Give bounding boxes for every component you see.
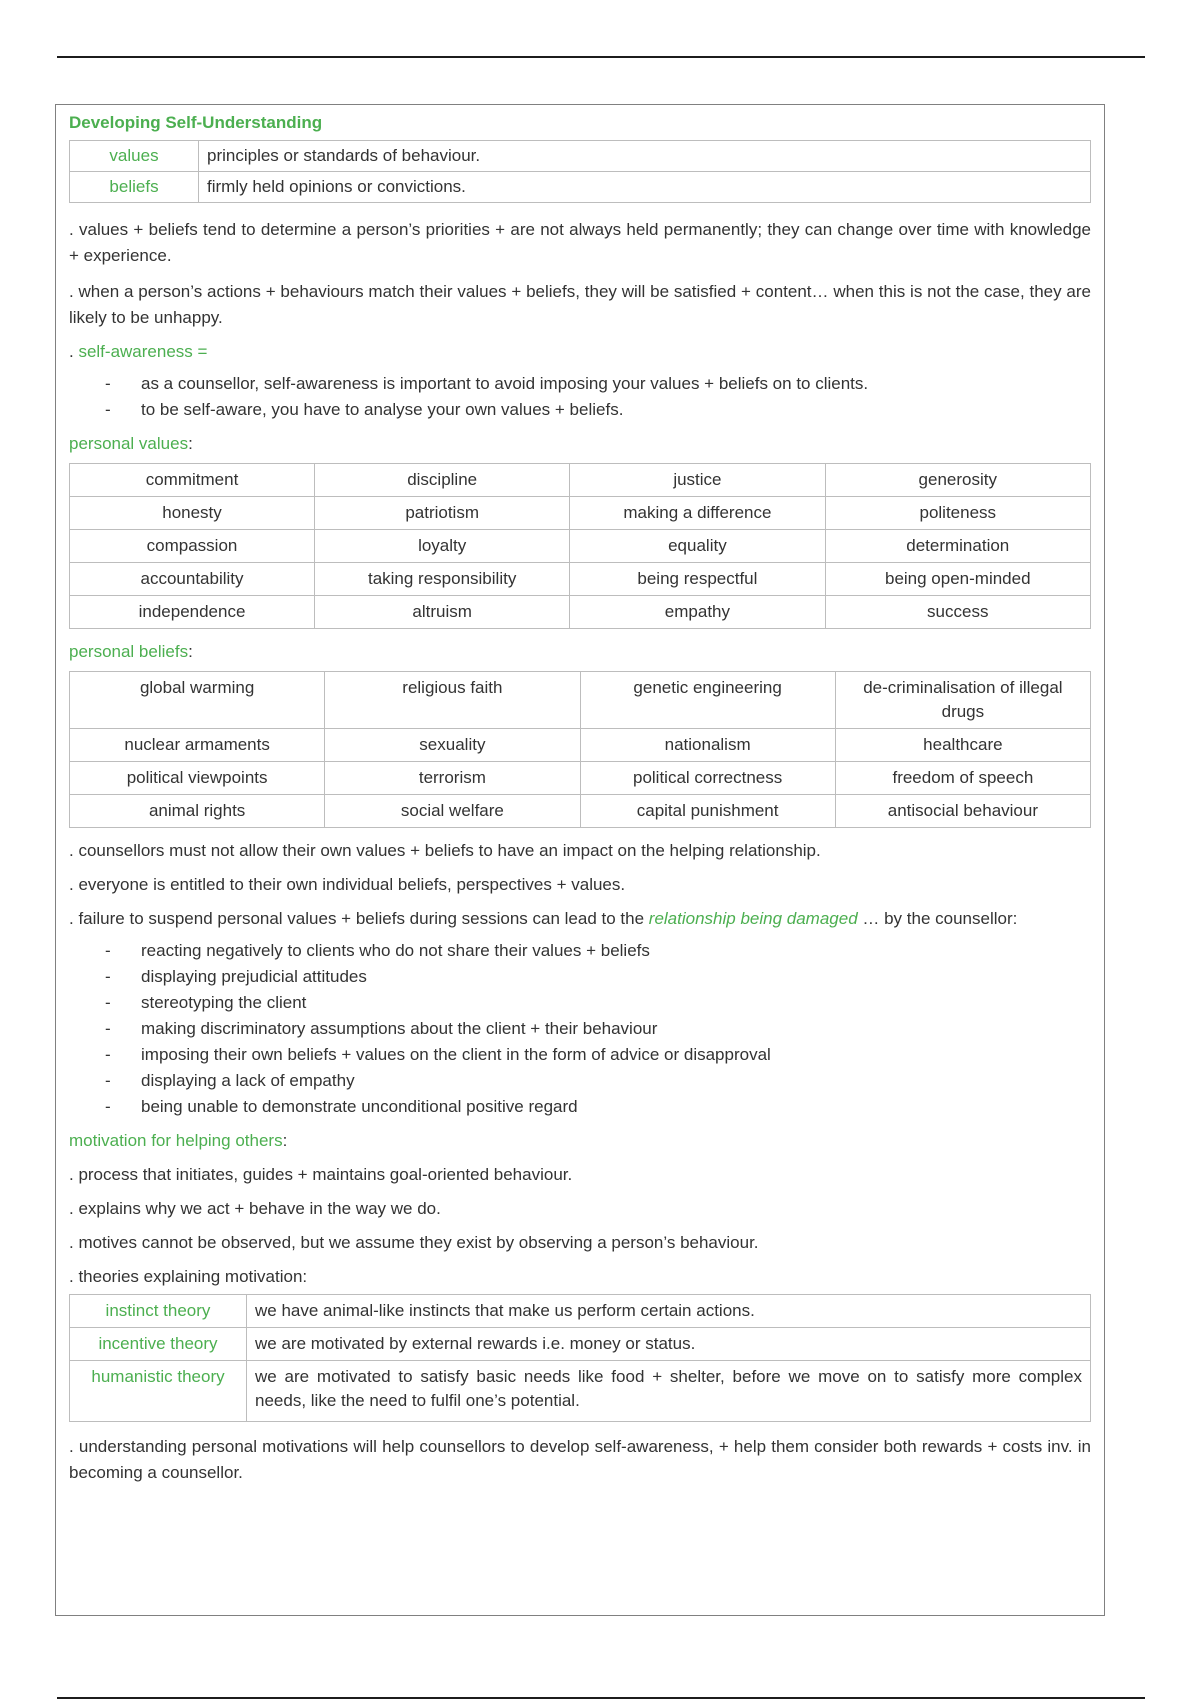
table-row	[70, 563, 1091, 596]
page-title: Developing Self-Understanding	[69, 113, 323, 132]
table-cell: capital punishment	[580, 795, 835, 828]
self-awareness-line	[69, 339, 1091, 365]
table-cell: altruism	[315, 596, 570, 629]
self-awareness-list	[69, 371, 1091, 423]
table-cell: being respectful	[570, 563, 825, 596]
heading-colon: :	[282, 1131, 288, 1150]
table-cell: animal rights	[70, 795, 325, 828]
failure-paragraph	[69, 906, 1091, 932]
table-row	[70, 1295, 1091, 1328]
table-row	[70, 1328, 1091, 1361]
table-row	[70, 795, 1091, 828]
heading-colon: :	[188, 434, 193, 453]
table-cell: determination	[825, 530, 1090, 563]
table-row	[70, 464, 1091, 497]
heading-colon: :	[188, 642, 193, 661]
table-cell: discipline	[315, 464, 570, 497]
paragraph: . when a person’s actions + behaviours match their values + beliefs, they will be satisfied + content… when this is not the case, they are likely to be unhappy.	[69, 282, 1091, 327]
paragraph: . explains why we act + behave in the way we do.	[69, 1199, 441, 1218]
table-cell: terrorism	[325, 762, 580, 795]
paragraph: . motives cannot be observed, but we assume they exist by observing a person’s behaviour.	[69, 1233, 759, 1252]
footer-rule	[57, 1697, 1145, 1699]
list-item: - as a counsellor, self-awareness is important to avoid imposing your values + beliefs on to clients.	[141, 371, 1091, 397]
table-cell: success	[825, 596, 1090, 629]
heading-text: personal beliefs	[69, 642, 189, 661]
table-row	[70, 1361, 1091, 1422]
personal-values-heading	[69, 431, 1091, 457]
list-item: - imposing their own beliefs + values on the client in the form of advice or disapproval	[141, 1042, 1091, 1068]
self-awareness-label: self-awareness =	[78, 342, 208, 361]
list-item: - displaying a lack of empathy	[141, 1068, 1091, 1094]
definition-term: values	[70, 141, 199, 172]
table-cell: social welfare	[325, 795, 580, 828]
table-cell: making a difference	[570, 497, 825, 530]
table-cell: empathy	[570, 596, 825, 629]
theory-description: we are motivated by external rewards i.e. money or status.	[247, 1328, 1091, 1361]
failure-text-after: … by the counsellor:	[857, 909, 1018, 928]
theory-term: incentive theory	[70, 1328, 247, 1361]
table-cell: equality	[570, 530, 825, 563]
table-row	[70, 672, 1091, 729]
definitions-table	[69, 140, 1091, 203]
table-cell: antisocial behaviour	[835, 795, 1090, 828]
table-cell: healthcare	[835, 729, 1090, 762]
theory-description: we have animal-like instincts that make us perform certain actions.	[247, 1295, 1091, 1328]
table-cell: de-criminalisation of illegal drugs	[835, 672, 1090, 729]
personal-values-table	[69, 463, 1091, 629]
table-row	[70, 762, 1091, 795]
failure-text-before: . failure to suspend personal values + beliefs during sessions can lead to the	[69, 909, 649, 928]
header-rule	[57, 56, 1145, 58]
failure-list	[69, 938, 1091, 1120]
table-cell: sexuality	[325, 729, 580, 762]
bullet-prefix: .	[69, 342, 79, 361]
table-cell: accountability	[70, 563, 315, 596]
list-item: - to be self-aware, you have to analyse your own values + beliefs.	[141, 397, 1091, 423]
personal-beliefs-heading	[69, 639, 1091, 665]
definition-text: firmly held opinions or convictions.	[199, 172, 1091, 203]
paragraph: . counsellors must not allow their own values + beliefs to have an impact on the helping relationship.	[69, 841, 821, 860]
paragraph: . values + beliefs tend to determine a person’s priorities + are not always held permanently; they can change over time with knowledge + experience.	[69, 220, 1091, 265]
conclusion-paragraph: . understanding personal motivations will help counsellors to develop self-awareness, + help them consider both rewards + costs inv. in becoming a counsellor.	[69, 1437, 1091, 1482]
table-row	[70, 596, 1091, 629]
table-cell: compassion	[70, 530, 315, 563]
table-cell: nuclear armaments	[70, 729, 325, 762]
list-item: - displaying prejudicial attitudes	[141, 964, 1091, 990]
table-cell: generosity	[825, 464, 1090, 497]
table-cell: loyalty	[315, 530, 570, 563]
definition-term: beliefs	[70, 172, 199, 203]
table-cell: genetic engineering	[580, 672, 835, 729]
list-item: - reacting negatively to clients who do not share their values + beliefs	[141, 938, 1091, 964]
definition-text: principles or standards of behaviour.	[199, 141, 1091, 172]
table-row	[70, 172, 1091, 203]
theory-term: instinct theory	[70, 1295, 247, 1328]
table-cell: honesty	[70, 497, 315, 530]
list-item: - being unable to demonstrate unconditional positive regard	[141, 1094, 1091, 1120]
table-cell: justice	[570, 464, 825, 497]
table-cell: political correctness	[580, 762, 835, 795]
table-row	[70, 141, 1091, 172]
table-cell: commitment	[70, 464, 315, 497]
table-row	[70, 530, 1091, 563]
table-cell: freedom of speech	[835, 762, 1090, 795]
paragraph: . everyone is entitled to their own individual beliefs, perspectives + values.	[69, 875, 626, 894]
table-cell: taking responsibility	[315, 563, 570, 596]
heading-text: personal values	[69, 434, 189, 453]
paragraph: . process that initiates, guides + maintains goal-oriented behaviour.	[69, 1165, 573, 1184]
table-cell: political viewpoints	[70, 762, 325, 795]
list-item: - stereotyping the client	[141, 990, 1091, 1016]
table-cell: being open-minded	[825, 563, 1090, 596]
motivation-heading	[69, 1128, 1091, 1154]
table-cell: independence	[70, 596, 315, 629]
personal-beliefs-table	[69, 671, 1091, 828]
paragraph: . theories explaining motivation:	[69, 1267, 308, 1286]
table-cell: patriotism	[315, 497, 570, 530]
table-cell: politeness	[825, 497, 1090, 530]
document-body	[69, 110, 1091, 1486]
heading-text: motivation for helping others	[69, 1131, 283, 1150]
theory-term: humanistic theory	[70, 1361, 247, 1422]
theory-description: we are motivated to satisfy basic needs like food + shelter, before we move on to satisfy more complex needs, like the need to fulfil one’s potential.	[247, 1361, 1091, 1422]
table-row	[70, 497, 1091, 530]
failure-highlight: relationship being damaged	[648, 909, 858, 928]
table-row	[70, 729, 1091, 762]
table-cell: global warming	[70, 672, 325, 729]
table-cell: religious faith	[325, 672, 580, 729]
theories-table	[69, 1294, 1091, 1422]
list-item: - making discriminatory assumptions about the client + their behaviour	[141, 1016, 1091, 1042]
table-cell: nationalism	[580, 729, 835, 762]
